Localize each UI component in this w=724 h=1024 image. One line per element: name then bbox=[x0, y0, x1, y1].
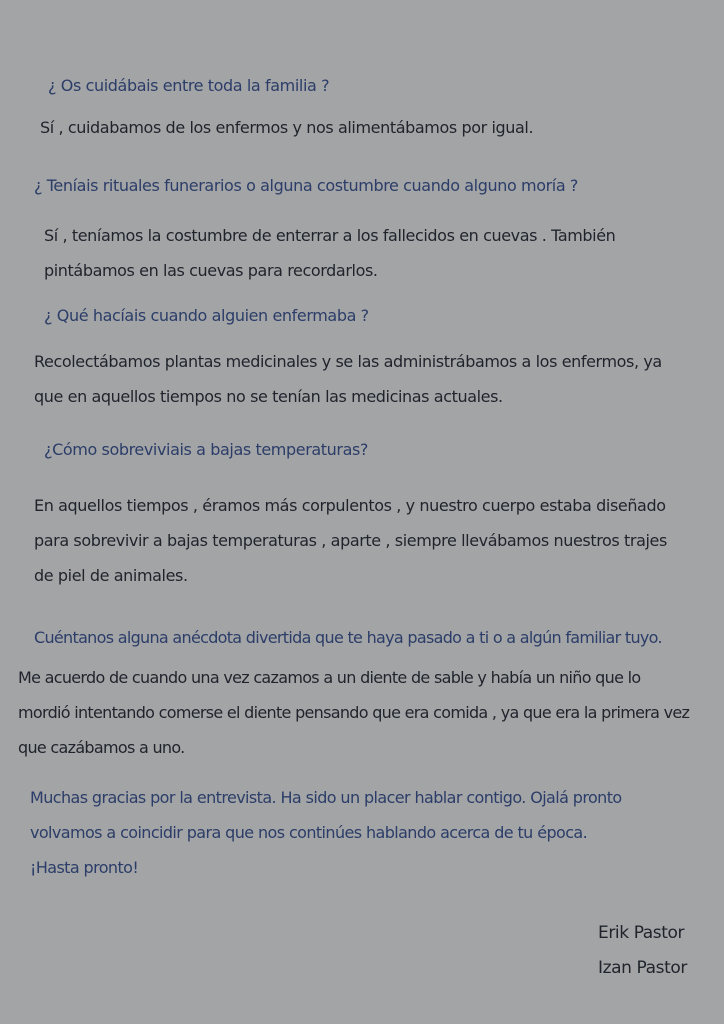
answer-4 bbox=[34, 488, 694, 593]
answer-2-line-2: pintábamos en las cuevas para recordarlos. bbox=[44, 261, 378, 280]
answer-4-line-1: En aquellos tiempos , éramos más corpulentos , y nuestro cuerpo estaba diseñado bbox=[34, 496, 666, 515]
answer-1: Sí , cuidabamos de los enfermos y nos alimentábamos por igual. bbox=[40, 118, 534, 137]
question-5: Cuéntanos alguna anécdota divertida que te haya pasado a ti o a algún familiar tuyo. bbox=[34, 628, 662, 647]
answer-5-line-2: mordió intentando comerse el diente pensando que era comida , ya que era la primera vez bbox=[18, 703, 690, 722]
question-2: ¿ Teníais rituales funerarios o alguna costumbre cuando alguno moría ? bbox=[34, 176, 579, 195]
answer-5 bbox=[18, 660, 706, 765]
answer-2-line-1: Sí , teníamos la costumbre de enterrar a los fallecidos en cuevas . También bbox=[44, 226, 616, 245]
answer-3 bbox=[34, 344, 694, 414]
signature-2: Izan Pastor bbox=[598, 958, 687, 978]
closing-line-1: Muchas gracias por la entrevista. Ha sido un placer hablar contigo. Ojalá pronto bbox=[30, 788, 622, 807]
answer-5-line-3: que cazábamos a uno. bbox=[18, 738, 185, 757]
signature-1: Erik Pastor bbox=[598, 923, 685, 943]
question-1: ¿ Os cuidábais entre toda la familia ? bbox=[48, 76, 330, 95]
closing-message bbox=[30, 780, 694, 885]
signatures bbox=[598, 916, 708, 986]
answer-3-line-1: Recolectábamos plantas medicinales y se las administrábamos a los enfermos, ya bbox=[34, 352, 662, 371]
answer-4-line-3: de piel de animales. bbox=[34, 566, 188, 585]
closing-line-3: ¡Hasta pronto! bbox=[30, 858, 139, 877]
question-3: ¿ Qué hacíais cuando alguien enfermaba ? bbox=[44, 306, 369, 325]
closing-line-2: volvamos a coincidir para que nos continúes hablando acerca de tu época. bbox=[30, 823, 588, 842]
answer-5-line-1: Me acuerdo de cuando una vez cazamos a un diente de sable y había un niño que lo bbox=[18, 668, 641, 687]
answer-3-line-2: que en aquellos tiempos no se tenían las medicinas actuales. bbox=[34, 387, 503, 406]
question-4: ¿Cómo sobreviviais a bajas temperaturas? bbox=[44, 440, 369, 459]
answer-2 bbox=[44, 218, 660, 288]
answer-4-line-2: para sobrevivir a bajas temperaturas , aparte , siempre llevábamos nuestros trajes bbox=[34, 531, 667, 550]
